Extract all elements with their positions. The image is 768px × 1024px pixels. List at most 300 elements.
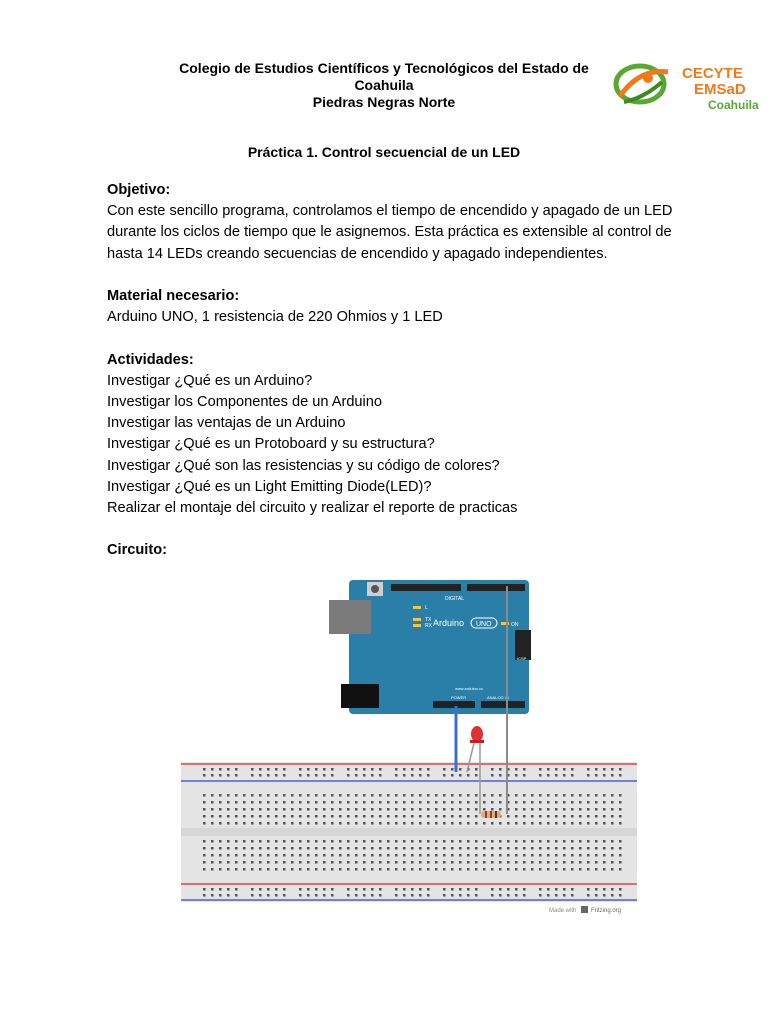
breadboard-hole — [299, 774, 302, 777]
breadboard-hole — [451, 822, 454, 825]
breadboard-hole — [323, 768, 326, 771]
breadboard-hole — [403, 854, 406, 857]
breadboard-hole — [419, 801, 422, 804]
breadboard-hole — [451, 774, 454, 777]
breadboard-hole — [499, 801, 502, 804]
breadboard-hole — [315, 815, 318, 818]
breadboard-hole — [547, 815, 550, 818]
breadboard-hole — [283, 822, 286, 825]
breadboard-hole — [427, 847, 430, 850]
breadboard-hole — [267, 808, 270, 811]
breadboard-hole — [307, 888, 310, 891]
breadboard-hole — [355, 840, 358, 843]
breadboard-hole — [451, 768, 454, 771]
breadboard-hole — [379, 868, 382, 871]
breadboard-hole — [555, 768, 558, 771]
breadboard-hole — [371, 794, 374, 797]
breadboard-hole — [595, 822, 598, 825]
breadboard-hole — [251, 894, 254, 897]
breadboard-hole — [323, 815, 326, 818]
breadboard-hole — [363, 768, 366, 771]
breadboard-hole — [619, 840, 622, 843]
breadboard-hole — [403, 861, 406, 864]
breadboard-hole — [467, 868, 470, 871]
breadboard-hole — [411, 854, 414, 857]
breadboard-hole — [267, 815, 270, 818]
breadboard-hole — [499, 861, 502, 864]
breadboard-hole — [603, 840, 606, 843]
breadboard-hole — [403, 808, 406, 811]
breadboard-hole — [467, 854, 470, 857]
fritzing-icon — [581, 906, 588, 913]
breadboard-hole — [427, 822, 430, 825]
on-label: ON — [511, 622, 519, 628]
breadboard-hole — [227, 894, 230, 897]
breadboard-hole — [275, 774, 278, 777]
breadboard-hole — [563, 801, 566, 804]
breadboard-hole — [563, 768, 566, 771]
breadboard-hole — [379, 888, 382, 891]
breadboard-hole — [227, 815, 230, 818]
breadboard-hole — [491, 868, 494, 871]
breadboard-hole — [395, 840, 398, 843]
breadboard-hole — [587, 768, 590, 771]
breadboard-hole — [523, 794, 526, 797]
breadboard-hole — [603, 801, 606, 804]
breadboard-hole — [299, 888, 302, 891]
breadboard-hole — [587, 774, 590, 777]
breadboard-hole — [427, 794, 430, 797]
breadboard-hole — [275, 794, 278, 797]
breadboard-hole — [587, 868, 590, 871]
breadboard-hole — [299, 854, 302, 857]
breadboard-hole — [203, 840, 206, 843]
breadboard-hole — [507, 815, 510, 818]
breadboard-hole — [275, 801, 278, 804]
breadboard-hole — [491, 808, 494, 811]
breadboard-hole — [275, 808, 278, 811]
breadboard-hole — [259, 894, 262, 897]
breadboard-hole — [227, 861, 230, 864]
breadboard-hole — [611, 768, 614, 771]
breadboard-hole — [275, 894, 278, 897]
breadboard-hole — [419, 894, 422, 897]
breadboard-hole — [395, 768, 398, 771]
breadboard-hole — [499, 868, 502, 871]
breadboard-hole — [395, 861, 398, 864]
breadboard-hole — [347, 808, 350, 811]
breadboard-hole — [227, 801, 230, 804]
breadboard-hole — [563, 847, 566, 850]
breadboard-hole — [307, 822, 310, 825]
breadboard-hole — [411, 868, 414, 871]
power-label: POWER — [451, 695, 467, 700]
breadboard-hole — [443, 888, 446, 891]
breadboard-hole — [547, 794, 550, 797]
breadboard-hole — [307, 894, 310, 897]
breadboard-hole — [555, 801, 558, 804]
digital-header-a — [391, 584, 461, 591]
breadboard-hole — [531, 847, 534, 850]
breadboard-hole — [467, 794, 470, 797]
breadboard-hole — [203, 774, 206, 777]
breadboard-hole — [555, 815, 558, 818]
breadboard-hole — [323, 808, 326, 811]
breadboard-hole — [363, 815, 366, 818]
breadboard-hole — [371, 774, 374, 777]
breadboard-hole — [227, 868, 230, 871]
breadboard-hole — [387, 868, 390, 871]
actividad-item: Investigar los Componentes de un Arduino — [107, 394, 383, 410]
breadboard-hole — [331, 774, 334, 777]
breadboard-hole — [563, 888, 566, 891]
breadboard-hole — [339, 801, 342, 804]
breadboard-hole — [355, 794, 358, 797]
breadboard-hole — [371, 808, 374, 811]
breadboard-hole — [547, 768, 550, 771]
breadboard-hole — [339, 794, 342, 797]
breadboard-hole — [451, 794, 454, 797]
breadboard-hole — [315, 894, 318, 897]
breadboard-hole — [203, 822, 206, 825]
breadboard-hole — [395, 808, 398, 811]
breadboard-hole — [507, 854, 510, 857]
breadboard-hole — [515, 840, 518, 843]
breadboard-hole — [291, 854, 294, 857]
breadboard-hole — [235, 861, 238, 864]
breadboard-hole — [299, 801, 302, 804]
breadboard-hole — [427, 774, 430, 777]
breadboard-hole — [483, 822, 486, 825]
breadboard-hole — [211, 768, 214, 771]
breadboard-hole — [259, 768, 262, 771]
breadboard-hole — [475, 894, 478, 897]
breadboard-hole — [531, 815, 534, 818]
breadboard-hole — [443, 801, 446, 804]
breadboard-hole — [371, 840, 374, 843]
breadboard-hole — [283, 774, 286, 777]
breadboard-hole — [579, 801, 582, 804]
breadboard-hole — [227, 854, 230, 857]
breadboard-hole — [483, 801, 486, 804]
breadboard-hole — [555, 894, 558, 897]
breadboard-hole — [379, 774, 382, 777]
breadboard-hole — [259, 822, 262, 825]
breadboard-hole — [203, 847, 206, 850]
breadboard-hole — [571, 894, 574, 897]
breadboard-hole — [259, 808, 262, 811]
objetivo-heading: Objetivo: — [107, 182, 171, 198]
breadboard-hole — [499, 854, 502, 857]
breadboard-hole — [267, 888, 270, 891]
breadboard-hole — [547, 847, 550, 850]
breadboard-hole — [619, 822, 622, 825]
breadboard-hole — [371, 815, 374, 818]
breadboard-hole — [475, 808, 478, 811]
breadboard-hole — [475, 868, 478, 871]
breadboard-hole — [299, 815, 302, 818]
digital-label: DIGITAL — [445, 596, 465, 602]
breadboard-hole — [387, 861, 390, 864]
breadboard-hole — [539, 894, 542, 897]
breadboard-hole — [603, 768, 606, 771]
breadboard-hole — [491, 794, 494, 797]
breadboard-hole — [603, 861, 606, 864]
breadboard-hole — [483, 794, 486, 797]
breadboard-hole — [395, 815, 398, 818]
breadboard-hole — [219, 847, 222, 850]
board-model: UNO — [476, 621, 492, 628]
breadboard-hole — [339, 840, 342, 843]
breadboard-hole — [235, 868, 238, 871]
breadboard-hole — [371, 822, 374, 825]
logo-text-3: Coahuila — [708, 98, 759, 112]
breadboard-hole — [363, 854, 366, 857]
breadboard-hole — [563, 854, 566, 857]
breadboard-hole — [251, 847, 254, 850]
breadboard-hole — [483, 868, 486, 871]
breadboard-hole — [323, 794, 326, 797]
breadboard-hole — [387, 815, 390, 818]
breadboard-hole — [259, 888, 262, 891]
school-header — [150, 60, 618, 111]
board-url: www.arduino.cc — [455, 686, 484, 691]
breadboard-hole — [315, 861, 318, 864]
breadboard-hole — [507, 888, 510, 891]
breadboard-hole — [507, 861, 510, 864]
breadboard-hole — [291, 868, 294, 871]
breadboard-hole — [443, 822, 446, 825]
breadboard-hole — [539, 861, 542, 864]
breadboard-hole — [515, 801, 518, 804]
breadboard-hole — [443, 854, 446, 857]
breadboard-hole — [395, 888, 398, 891]
breadboard-hole — [299, 794, 302, 797]
breadboard-hole — [403, 822, 406, 825]
breadboard-hole — [283, 768, 286, 771]
breadboard-hole — [515, 815, 518, 818]
breadboard-hole — [547, 808, 550, 811]
breadboard-hole — [235, 808, 238, 811]
breadboard-hole — [371, 868, 374, 871]
breadboard-hole — [227, 774, 230, 777]
breadboard-hole — [515, 774, 518, 777]
breadboard-hole — [291, 840, 294, 843]
breadboard-hole — [363, 822, 366, 825]
breadboard-hole — [219, 808, 222, 811]
breadboard-hole — [219, 801, 222, 804]
breadboard-hole — [571, 801, 574, 804]
breadboard-hole — [435, 854, 438, 857]
breadboard-hole — [307, 847, 310, 850]
breadboard-hole — [611, 868, 614, 871]
breadboard-hole — [419, 854, 422, 857]
breadboard-hole — [539, 794, 542, 797]
breadboard-hole — [443, 774, 446, 777]
breadboard-hole — [307, 794, 310, 797]
breadboard-hole — [563, 861, 566, 864]
breadboard-hole — [459, 840, 462, 843]
breadboard-hole — [563, 868, 566, 871]
breadboard-hole — [339, 847, 342, 850]
breadboard-hole — [459, 801, 462, 804]
actividad-item: Investigar ¿Qué son las resistencias y su código de colores? — [107, 457, 500, 474]
breadboard-hole — [443, 794, 446, 797]
breadboard-hole — [515, 861, 518, 864]
breadboard-hole — [443, 808, 446, 811]
breadboard-hole — [283, 854, 286, 857]
breadboard-hole — [379, 794, 382, 797]
breadboard-hole — [579, 854, 582, 857]
breadboard-hole — [483, 861, 486, 864]
breadboard-hole — [243, 868, 246, 871]
breadboard-hole — [443, 868, 446, 871]
breadboard-hole — [595, 888, 598, 891]
breadboard-hole — [259, 868, 262, 871]
breadboard-hole — [475, 768, 478, 771]
breadboard-hole — [323, 894, 326, 897]
breadboard-hole — [539, 774, 542, 777]
breadboard-hole — [451, 815, 454, 818]
breadboard-hole — [307, 808, 310, 811]
breadboard-hole — [307, 815, 310, 818]
breadboard-hole — [531, 861, 534, 864]
breadboard-hole — [515, 868, 518, 871]
breadboard-hole — [379, 822, 382, 825]
arduino-board — [329, 580, 531, 714]
breadboard-hole — [427, 840, 430, 843]
breadboard-hole — [523, 888, 526, 891]
breadboard-hole — [499, 822, 502, 825]
breadboard-hole — [347, 801, 350, 804]
breadboard-hole — [571, 794, 574, 797]
breadboard-hole — [603, 808, 606, 811]
breadboard-hole — [443, 815, 446, 818]
breadboard-hole — [235, 768, 238, 771]
breadboard-hole — [571, 861, 574, 864]
breadboard-hole — [435, 847, 438, 850]
breadboard-hole — [459, 894, 462, 897]
breadboard-hole — [227, 888, 230, 891]
breadboard-hole — [619, 801, 622, 804]
breadboard-hole — [579, 868, 582, 871]
breadboard-hole — [211, 808, 214, 811]
breadboard-hole — [563, 840, 566, 843]
breadboard-hole — [451, 847, 454, 850]
breadboard-hole — [403, 768, 406, 771]
breadboard-hole — [499, 840, 502, 843]
breadboard-hole — [227, 808, 230, 811]
breadboard-hole — [315, 868, 318, 871]
breadboard-hole — [331, 854, 334, 857]
breadboard-hole — [203, 808, 206, 811]
breadboard-hole — [347, 894, 350, 897]
breadboard-hole — [419, 808, 422, 811]
breadboard-hole — [459, 854, 462, 857]
breadboard-hole — [467, 822, 470, 825]
breadboard-hole — [219, 774, 222, 777]
breadboard-hole — [587, 822, 590, 825]
breadboard-hole — [339, 854, 342, 857]
breadboard-hole — [323, 861, 326, 864]
breadboard-hole — [323, 888, 326, 891]
breadboard-hole — [219, 888, 222, 891]
breadboard-hole — [459, 815, 462, 818]
breadboard-hole — [347, 774, 350, 777]
breadboard-hole — [427, 861, 430, 864]
breadboard-hole — [419, 774, 422, 777]
breadboard-hole — [571, 847, 574, 850]
document-body — [107, 180, 707, 562]
breadboard-hole — [363, 801, 366, 804]
cecyte-logo-icon — [616, 66, 668, 102]
header-line-2: Coahuila — [354, 77, 414, 93]
breadboard-hole — [419, 794, 422, 797]
breadboard-hole — [371, 801, 374, 804]
breadboard-hole — [363, 808, 366, 811]
breadboard-hole — [243, 861, 246, 864]
breadboard-hole — [459, 794, 462, 797]
usb-connector — [329, 600, 371, 634]
breadboard-hole — [355, 801, 358, 804]
breadboard-hole — [299, 808, 302, 811]
breadboard-hole — [611, 801, 614, 804]
breadboard-hole — [587, 840, 590, 843]
breadboard-hole — [499, 774, 502, 777]
breadboard-hole — [523, 801, 526, 804]
breadboard-hole — [275, 822, 278, 825]
breadboard-hole — [219, 815, 222, 818]
breadboard-hole — [235, 822, 238, 825]
breadboard-hole — [267, 847, 270, 850]
breadboard-hole — [411, 794, 414, 797]
digital-header-b — [467, 584, 525, 591]
breadboard-hole — [611, 894, 614, 897]
breadboard-hole — [475, 854, 478, 857]
breadboard-hole — [315, 794, 318, 797]
breadboard-hole — [299, 868, 302, 871]
breadboard-hole — [491, 801, 494, 804]
breadboard-hole — [323, 847, 326, 850]
breadboard — [181, 762, 637, 902]
header-line-1: Colegio de Estudios Científicos y Tecnológicos del Estado de — [179, 60, 589, 76]
breadboard-hole — [331, 801, 334, 804]
breadboard-hole — [395, 794, 398, 797]
breadboard-hole — [515, 794, 518, 797]
breadboard-hole — [251, 822, 254, 825]
breadboard-hole — [315, 840, 318, 843]
breadboard-hole — [459, 861, 462, 864]
logo-text-2: EMSaD — [694, 81, 746, 98]
breadboard-hole — [467, 847, 470, 850]
breadboard-hole — [211, 840, 214, 843]
breadboard-hole — [267, 768, 270, 771]
breadboard-hole — [203, 894, 206, 897]
breadboard-hole — [619, 808, 622, 811]
breadboard-hole — [363, 894, 366, 897]
breadboard-hole — [483, 854, 486, 857]
breadboard-hole — [371, 894, 374, 897]
breadboard-hole — [491, 847, 494, 850]
breadboard-hole — [283, 808, 286, 811]
breadboard-hole — [595, 808, 598, 811]
breadboard-hole — [291, 801, 294, 804]
breadboard-hole — [523, 768, 526, 771]
breadboard-hole — [315, 774, 318, 777]
breadboard-hole — [347, 822, 350, 825]
breadboard-hole — [307, 854, 310, 857]
breadboard-hole — [291, 815, 294, 818]
